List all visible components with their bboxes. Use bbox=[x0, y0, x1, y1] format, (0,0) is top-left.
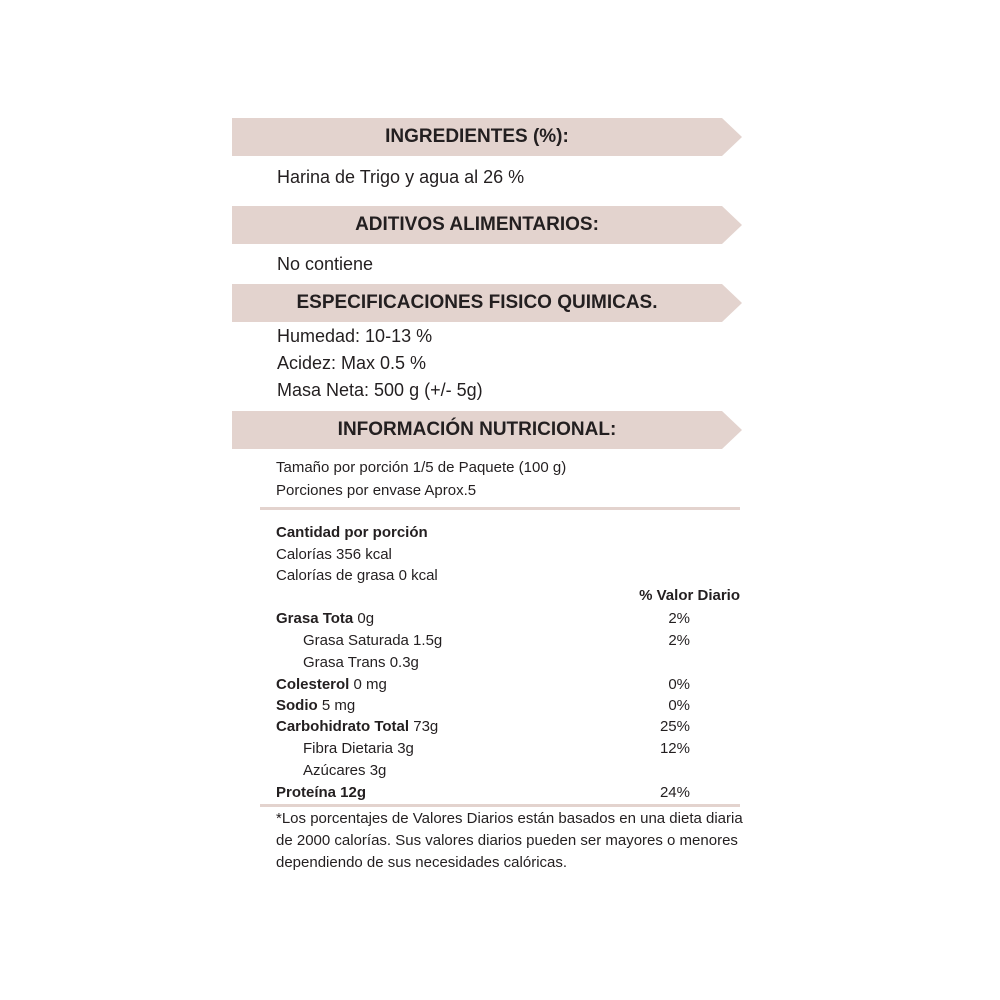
fat-calories: Calorías de grasa 0 kcal bbox=[276, 567, 438, 584]
nutrient-row: Sodio 5 mg 0% bbox=[276, 697, 690, 714]
nutrient-pct: 0% bbox=[668, 676, 690, 693]
nutrient-row: Grasa Tota 0g 2% bbox=[276, 610, 690, 627]
calories: Calorías 356 kcal bbox=[276, 546, 392, 563]
additives-text: No contiene bbox=[277, 254, 374, 274]
nutrient-pct: 2% bbox=[668, 610, 690, 627]
nutrient-row: Carbohidrato Total 73g 25% bbox=[276, 718, 690, 735]
nutrient-pct: 25% bbox=[659, 718, 690, 735]
nutrient-pct: 24% bbox=[659, 784, 690, 801]
additives-banner bbox=[232, 206, 722, 244]
nutrient-row: Grasa Trans 0.3g bbox=[303, 654, 419, 671]
nutrient-pct: 12% bbox=[659, 740, 690, 757]
nutrient-row: Proteína 12g 24% bbox=[276, 784, 690, 801]
ingredients-title: INGREDIENTES (%): bbox=[385, 126, 569, 147]
servings-per-package: Porciones por envase Aprox.5 bbox=[276, 482, 477, 499]
ingredients-text: Harina de Trigo y agua al 26 % bbox=[277, 167, 525, 187]
divider-top bbox=[260, 507, 740, 510]
nutrient-row: Grasa Saturada 1.5g 2% bbox=[303, 632, 690, 649]
footnote: *Los porcentajes de Valores Diarios están basados en una dieta diaria de 2000 calorías. Sus valores diarios pueden ser mayores o menores dependiendo de sus necesidades calóricas. bbox=[276, 810, 743, 871]
amount-heading: Cantidad por porción bbox=[276, 524, 428, 541]
spec-line-net-mass: Masa Neta: 500 g (+/- 5g) bbox=[277, 380, 483, 400]
specs-banner bbox=[232, 284, 722, 322]
nutrient-pct: 2% bbox=[668, 632, 690, 649]
specs-title: ESPECIFICACIONES FISICO QUIMICAS. bbox=[296, 292, 658, 313]
nutrient-row: Azúcares 3g bbox=[303, 762, 387, 779]
ingredients-banner bbox=[232, 118, 722, 156]
spec-line-acidity: Acidez: Max 0.5 % bbox=[277, 353, 427, 373]
nutrient-pct: 0% bbox=[668, 697, 690, 714]
nutrition-banner bbox=[232, 411, 722, 449]
nutrient-row: Colesterol 0 mg 0% bbox=[276, 676, 690, 693]
divider-bottom bbox=[260, 804, 740, 807]
additives-title: ADITIVOS ALIMENTARIOS: bbox=[355, 214, 599, 235]
nutrient-row: Fibra Dietaria 3g 12% bbox=[303, 740, 690, 757]
spec-line-humidity: Humedad: 10-13 % bbox=[277, 326, 433, 346]
daily-value-heading: % Valor Diario bbox=[639, 587, 740, 604]
nutrition-title: INFORMACIÓN NUTRICIONAL: bbox=[337, 419, 617, 440]
serving-size: Tamaño por porción 1/5 de Paquete (100 g) bbox=[276, 459, 567, 476]
